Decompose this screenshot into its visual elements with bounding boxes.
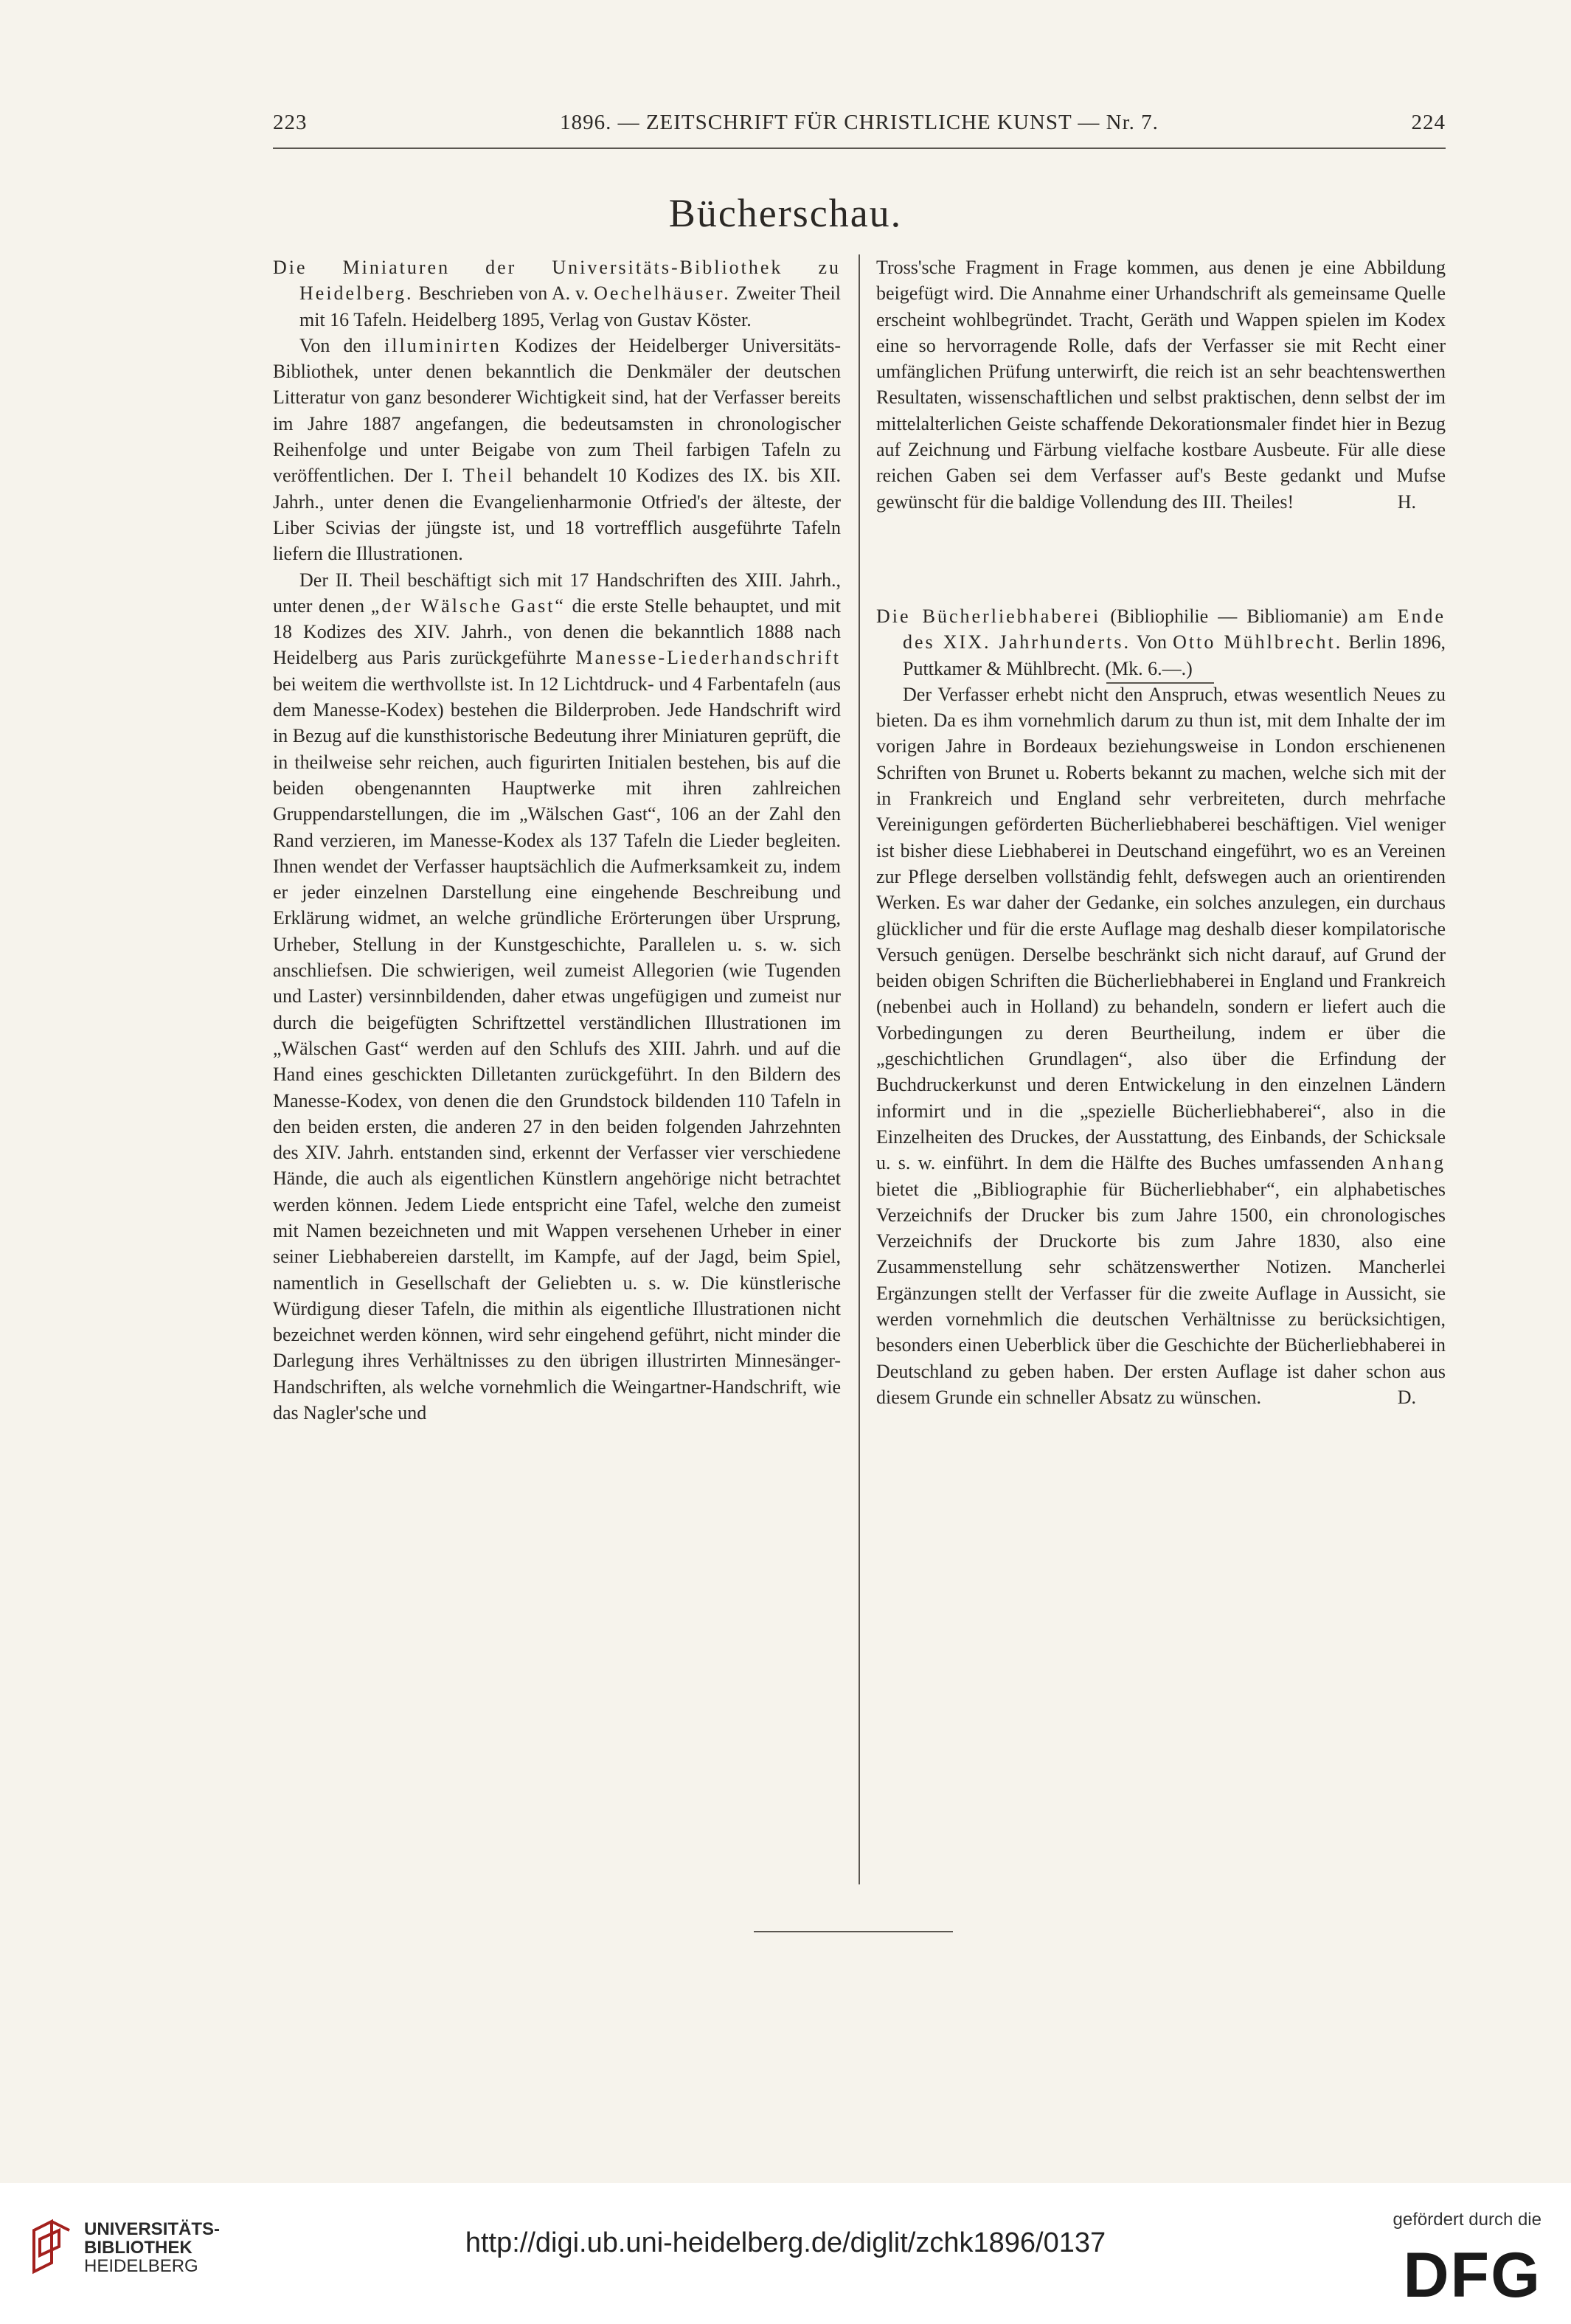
text-run: Der Verfasser erhebt nicht den Anspruch, etwas wesentlich Neues zu bieten. Da es ihm vornehmlich darum zu thun ist, mit dem Inhalte der im vorigen Jahre in Bordeaux beziehungsweise in London erschienenen Schriften von Brunet u. Roberts bekannt zu machen, welche sich mit der in Frankreich und England sehr verbreiteten, durch mehrfache Vereinigungen geförderten Bücherliebhaberei beschäftigen. Viel weniger ist bisher diese Liebhaberei in Deutschand eingeführt, wo es an Vereinen zur Pflege derselben vollständig fehlt, defswegen auch an orientirenden Werken. Es war daher der Gedanke, ein solches anzulegen, ein durchaus glücklicher und für die erste Auflage mag deshalb dieser kompilatorische Versuch genügen. Derselbe beschränkt sich nicht darauf, auf Grund der beiden obigen Schriften die Bücherliebhaberei in England und Frankreich (nebenbei auch in Holland) zu behandeln, sondern er liefert auch die Vorbedingungen zu deren Beurtheilung, indem er über die „geschichtlichen Grundlagen“, also über die Erfindung der Buchdruckerkunst und deren Entwickelung in den einzelnen Ländern informirt und in die „spezielle Bücherliebhaberei“, also in die Einzelheiten des Druckes, der Ausstattung, des Einbands, der Schicksale u. s. w. einführt. In dem die Hälfte des Buches umfassenden bbox=[876, 683, 1446, 1174]
book-author: Oechelhäuser. bbox=[594, 282, 731, 305]
book-publisher: Berlin 1896, Puttkamer & Mühlbrecht. (Mk. 6.—.) bbox=[903, 631, 1446, 679]
funding-caption: gefördert durch die bbox=[1393, 2210, 1541, 2230]
digitization-footer bbox=[0, 2183, 1571, 2324]
text-run: Von bbox=[1130, 631, 1173, 653]
left-column bbox=[273, 254, 841, 1426]
text-run: behandelt 10 Kodizes des IX. bis XII. Jahrh., unter denen die Evangelienharmonie Otfried's der älteste, der Liber Scivias der jüngste ist, und 18 vortrefflich ausgeführte Tafeln liefern die Illustrationen. bbox=[273, 465, 842, 565]
emphasis-run: „der Wälsche Gast“ bbox=[370, 594, 566, 617]
review-heading-miniaturen bbox=[273, 254, 841, 333]
emphasis-run: illuminirten bbox=[384, 334, 502, 356]
header-rule bbox=[273, 148, 1446, 149]
running-head bbox=[273, 111, 1446, 140]
text-run: bei weitem die werthvollste ist. In 12 Lichtdruck- und 4 Farbentafeln (aus dem Manesse-Kodex) bestehen die Bilderproben. Jede Handschrift wird in Bezug auf die kunsthistorische Bedeutung ihrer Miniaturen geprüft, die in theilweise sehr reichen, auch figurirten Initialen bestehen, bis auf die beiden obengenannten Hauptwerke mit ihren zahlreichen Gruppendarstellungen, die im „Wälschen Gast“, 106 an der Zahl den Rand verzieren, im Manesse-Kodex als 137 Tafeln die Lieder begleiten. Ihnen wendet der Verfasser hauptsächlich die Aufmerksamkeit zu, indem er jeder einzelnen Darstellung eine eingehende Beschreibung und Erklärung widmet, an welche gründliche Erörterungen über Ursprung, Urheber, Stellung in der Kunstgeschichte, Parallelen u. s. w. sich anschliefsen. Die schwierigen, weil zumeist Allegorien (wie Tugenden und Laster) versinnbildenden, daher etwas ungefügigen und zumeist nur durch die beigefügten Schriftzettel verständlichen Illustrationen im „Wälschen Gast“ werden auf den Schlufs des XIII. Jahrh. und auf die Hand eines geschickten Dilletanten zurückgeführt. In den Bildern des Manesse-Kodex, von denen die den Grundstock bildenden 110 Tafeln in den beiden ersten, die anderen 27 in den beiden folgenden Jahrzehnten des XIV. Jahrh. entstanden sind, erkennt der Verfasser vier verschiedene Hände, die auch als eigentlichen Künstlern angehörige nicht betrachtet werden können. Jedem Liede entspricht eine Tafel, welche den zumeist mit Namen bezeichneten und mit Wappen versehenen Urheber in einer seiner Liebhabereien darstellt, im Kampfe, auf der Jagd, beim Spiel, namentlich in Gesellschaft der Geliebten u. s. w. Die künstlerische Würdigung dieser Tafeln, die mithin als eigentliche Illustrationen nicht bezeichnet werden können, wird sehr eingehend geführt, nicht minder die Darlegung ihres Verhältnisses zu den übrigen illustrirten Minnesänger-Handschriften, als welche vornehmlich die Weingartner-Handschrift, wie das Nagler'sche und bbox=[273, 673, 841, 1424]
text-run: Der II. Theil beschäftigt sich mit 17 Handschriften des XIII. Jahrh., unter denen bbox=[273, 569, 841, 617]
paragraph bbox=[876, 254, 1446, 515]
text-run: Von den bbox=[299, 334, 385, 356]
journal-title: 1896. — ZEITSCHRIFT FÜR CHRISTLICHE KUNST — Nr. 7. bbox=[560, 111, 1159, 134]
text-run: Kodizes der Heidelberger Universitäts-Bibliothek, unter denen bekanntlich die Denkmäler der deutschen Litteratur von ganz besonderer Wichtigkeit sind, hat der Verfasser bereits im Jahre 1887 angefangen, die bedeutsamsten in chronologischer Reihenfolge und unter Beigabe von zum Theil farbigen Tafeln zu veröffentlichen. Der I. bbox=[273, 334, 841, 487]
book-title-cont: am Ende des XIX. Jahrhunderts. bbox=[903, 605, 1446, 653]
review-signature: D. bbox=[1397, 1386, 1416, 1408]
book-publisher: Zweiter Theil mit 16 Tafeln. Heidelberg 1895, Verlag von Gustav Köster. bbox=[299, 282, 841, 330]
book-author: Otto Mühlbrecht. bbox=[1173, 631, 1343, 653]
library-line: BIBLIOTHEK bbox=[84, 2238, 193, 2258]
section-end-rule bbox=[754, 1931, 953, 1932]
right-column bbox=[876, 254, 1446, 1410]
column-divider bbox=[859, 254, 860, 1884]
library-line: UNIVERSITÄTS- bbox=[84, 2219, 221, 2239]
book-title: Die Miniaturen der Universitäts-Bibliothek zu Heidelberg. bbox=[273, 257, 841, 305]
text-run: Tross'sche Fragment in Frage kommen, aus denen je eine Abbildung beigefügt wird. Die Annahme einer Urhandschrift als gemeinsame Quelle erscheint wohlbegründet. Tracht, Geräth und Wappen spielen im Kodex eine so hervorragende Rolle, dafs der Verfasser sie mit Recht einer umfänglichen Prüfung unterwirft, die reich ist an sehr beachtenswerthen Resultaten, wissenschaftlichen und selbst praktischen, denn selbst der im mittelalterlichen Geiste schaffende Dekorationsmaler findet hier in Bezug auf Zeichnung und Färbung vielfache kostbare Ausbeute. Für alle diese reichen Gaben sei dem Verfasser auf's Beste gedankt und Mufse gewünscht für die baldige Vollendung des III. Theiles! bbox=[876, 257, 1446, 513]
dfg-logo: DFG bbox=[1403, 2240, 1541, 2311]
paragraph bbox=[273, 333, 841, 567]
review-heading-buecherliebhaberei bbox=[876, 603, 1446, 681]
permalink-url[interactable]: http://digi.ub.uni-heidelberg.de/diglit/zchk1896/0137 bbox=[465, 2227, 1106, 2258]
paragraph bbox=[876, 681, 1446, 1410]
page-number-right: 224 bbox=[1411, 111, 1446, 134]
book-title: Die Bücherliebhaberei bbox=[876, 605, 1101, 627]
paragraph bbox=[273, 567, 841, 1426]
section-title: Bücherschau. bbox=[668, 191, 903, 235]
text-run: bietet die „Bibliographie für Bücherliebhaber“, ein alphabetisches Verzeichnifs der Drucker bis zum Jahre 1500, ein chronologisches Verzeichnifs der Druckorte bis zum Jahre 1830, also eine Zusammenstellung sehr schätzenswerther Notizen. Mancherlei Ergänzungen stellt der Verfasser für die zweite Auflage in Aussicht, sie werden vornehmlich die deutschen Verhältnisse zu berücksichtigen, besonders einen Ueberblick über die Geschichte der Bücherliebhaberei in Deutschland zu geben haben. Der ersten Auflage ist daher schon aus diesem Grunde ein schneller Absatz zu wünschen. bbox=[876, 1178, 1446, 1408]
book-subtitle: (Bibliophilie — Bibliomanie) bbox=[1100, 605, 1358, 627]
review-separator-rule bbox=[1106, 682, 1214, 684]
emphasis-run: Manesse-Liederhandschrift bbox=[575, 647, 841, 669]
text-run: die erste Stelle behauptet, und mit 18 Kodizes des XIV. Jahrh., von denen die bekanntlich 1888 nach Heidelberg aus Paris zurückgeführte bbox=[273, 594, 841, 669]
spacer bbox=[876, 515, 1446, 603]
emphasis-run: Theil bbox=[462, 465, 515, 487]
review-signature: H. bbox=[1397, 490, 1416, 513]
book-meta: Beschrieben von A. v. bbox=[413, 282, 594, 305]
library-line: HEIDELBERG bbox=[84, 2256, 198, 2276]
emphasis-run: Anhang bbox=[1371, 1152, 1446, 1174]
page-number-left: 223 bbox=[273, 111, 308, 134]
